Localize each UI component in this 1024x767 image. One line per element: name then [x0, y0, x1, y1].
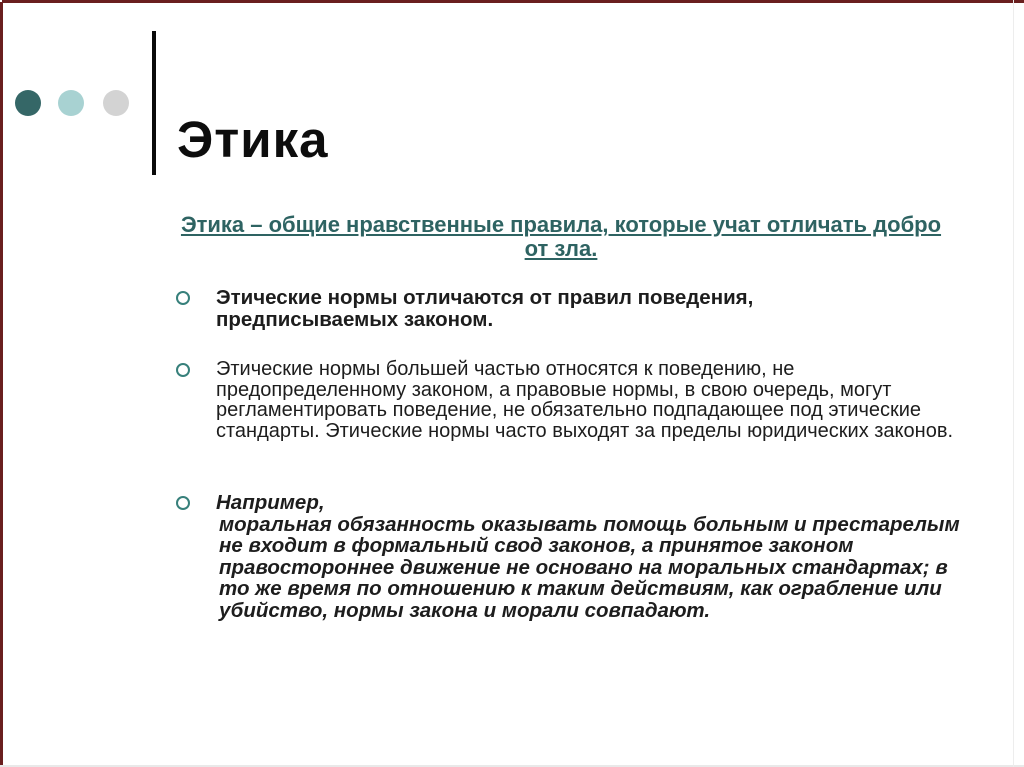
page-edge-right: [1013, 0, 1014, 767]
bullet-text: Этические нормы отличаются от правил поведения, предписываемых законом.: [216, 286, 754, 331]
definition-text: Этика – общие нравственные правила, которые учат отличать добро от зла.: [180, 212, 942, 261]
bullet-example-body: моральная обязанность оказывать помощь больным и престарелым не входит в формальный свод законов, а принятое законом правостороннее движение не основано на моральных стандартах; в то же время по отношению к таким действиям, как ограбление или убийство, нормы закона и морали совпадают.: [219, 512, 960, 622]
slide-accent-border-left: [0, 2, 3, 767]
bullet-circle-icon: [176, 496, 190, 510]
decorative-dot-gray-icon: [103, 90, 129, 116]
bullet-circle-icon: [176, 363, 190, 377]
bullet-example-label: Например,: [216, 491, 325, 514]
bullet-circle-icon: [176, 291, 190, 305]
decorative-dot-light-teal-icon: [58, 90, 84, 116]
bullet-item: [176, 492, 964, 621]
bullet-item: [176, 359, 968, 441]
bullet-text: [216, 492, 964, 621]
title-separator-line: [152, 31, 156, 175]
bullet-text: Этические нормы большей частью относятся к поведению, не предопределенному законом, а правовые нормы, в свою очередь, могут регламентировать поведение, не обязательно подпадающее под этические стандарты. Этические нормы часто выходят за пределы юридических законов.: [216, 358, 954, 442]
slide-title: Этика: [177, 111, 329, 169]
decorative-dot-dark-teal-icon: [15, 90, 41, 116]
slide-accent-border-top: [2, 0, 1024, 3]
bullet-item: [176, 287, 916, 330]
